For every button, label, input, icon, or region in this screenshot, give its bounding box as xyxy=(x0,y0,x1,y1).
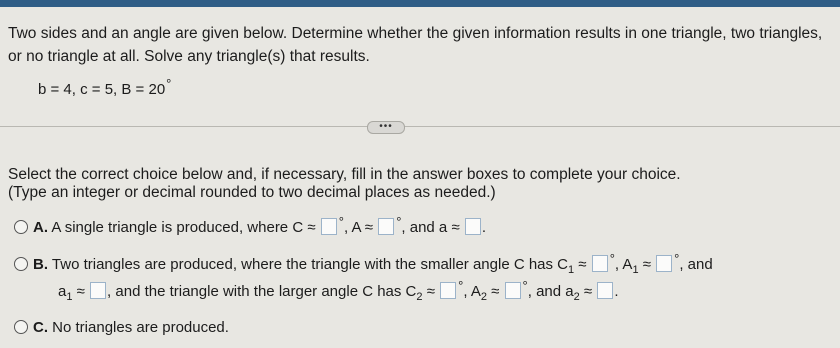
choice-a-letter: A. xyxy=(33,219,48,236)
more-options-button[interactable]: ••• xyxy=(367,121,405,134)
answer-box-a-side-a[interactable] xyxy=(465,218,481,235)
answer-box-b-a1[interactable] xyxy=(656,255,672,272)
answer-box-b-side-a1[interactable] xyxy=(90,282,106,299)
choice-c-text: No triangles are produced. xyxy=(52,319,229,336)
choice-c-letter: C. xyxy=(33,319,48,336)
answer-box-b-c1[interactable] xyxy=(592,255,608,272)
instructions-line-2: (Type an integer or decimal rounded to two decimal places as needed.) xyxy=(8,184,496,201)
choice-b-text: . xyxy=(614,283,619,300)
degree-symbol: ° xyxy=(338,214,344,229)
answer-box-b-a2[interactable] xyxy=(505,282,521,299)
subscript: 1 xyxy=(632,264,639,276)
degree-symbol: ° xyxy=(458,278,464,293)
instructions-line-1: Select the correct choice below and, if necessary, fill in the answer boxes to complete your choice. xyxy=(8,166,681,183)
choice-a[interactable] xyxy=(33,214,487,238)
section-divider xyxy=(0,126,840,127)
choice-a-text: . xyxy=(481,219,487,236)
choice-b-text: , and the triangle with the larger angle C has C xyxy=(107,283,417,300)
choice-b-text: ≈ xyxy=(579,283,593,300)
degree-symbol: ° xyxy=(674,251,680,266)
degree-symbol: ° xyxy=(166,76,172,91)
choice-b-text: Two triangles are produced, where the triangle with the smaller angle C has C xyxy=(51,256,569,273)
answer-box-a-c[interactable] xyxy=(321,218,337,235)
choice-b-text: , and a xyxy=(527,283,574,300)
answer-box-b-c2[interactable] xyxy=(440,282,456,299)
choice-b-line-2[interactable] xyxy=(58,278,619,307)
choice-c-radio[interactable] xyxy=(14,320,28,334)
subscript: 1 xyxy=(568,264,575,276)
choice-a-text: A single triangle is produced, where C ≈ xyxy=(51,219,316,236)
question-line-2: or no triangle at all. Solve any triangle(s) that results. xyxy=(8,48,370,65)
degree-symbol: ° xyxy=(609,251,615,266)
answer-box-a-a-angle[interactable] xyxy=(378,218,394,235)
subscript: 1 xyxy=(66,291,73,303)
given-values-text: b = 4, c = 5, B = 20 xyxy=(38,81,166,98)
choice-b-letter: B. xyxy=(33,256,48,273)
top-bar xyxy=(0,0,840,7)
answer-box-b-side-a2[interactable] xyxy=(597,282,613,299)
choice-a-text: , and a ≈ xyxy=(401,219,460,236)
degree-symbol: ° xyxy=(522,278,528,293)
degree-symbol: ° xyxy=(396,214,402,229)
choice-b-text: ≈ xyxy=(422,283,435,300)
choice-a-text: , A ≈ xyxy=(343,219,374,236)
choice-b-text: ≈ xyxy=(486,283,500,300)
given-values xyxy=(38,76,172,98)
choice-b-text: , A xyxy=(463,283,481,300)
choice-a-radio[interactable] xyxy=(14,220,28,234)
choice-b-text: ≈ xyxy=(574,256,587,273)
subscript: 2 xyxy=(480,291,487,303)
question-line-1: Two sides and an angle are given below. Determine whether the given information results in one triangle, two triangles, xyxy=(8,25,823,42)
subscript: 2 xyxy=(416,291,423,303)
choice-b-line-1[interactable] xyxy=(33,251,713,280)
choice-b-text: a xyxy=(58,283,67,300)
choice-c[interactable] xyxy=(33,318,229,338)
choice-b-text: , and xyxy=(679,256,713,273)
choice-b-radio[interactable] xyxy=(14,257,28,271)
choice-b-text: ≈ xyxy=(72,283,85,300)
choice-b-text: ≈ xyxy=(638,256,651,273)
choice-b-text: , A xyxy=(614,256,633,273)
subscript: 2 xyxy=(573,291,580,303)
